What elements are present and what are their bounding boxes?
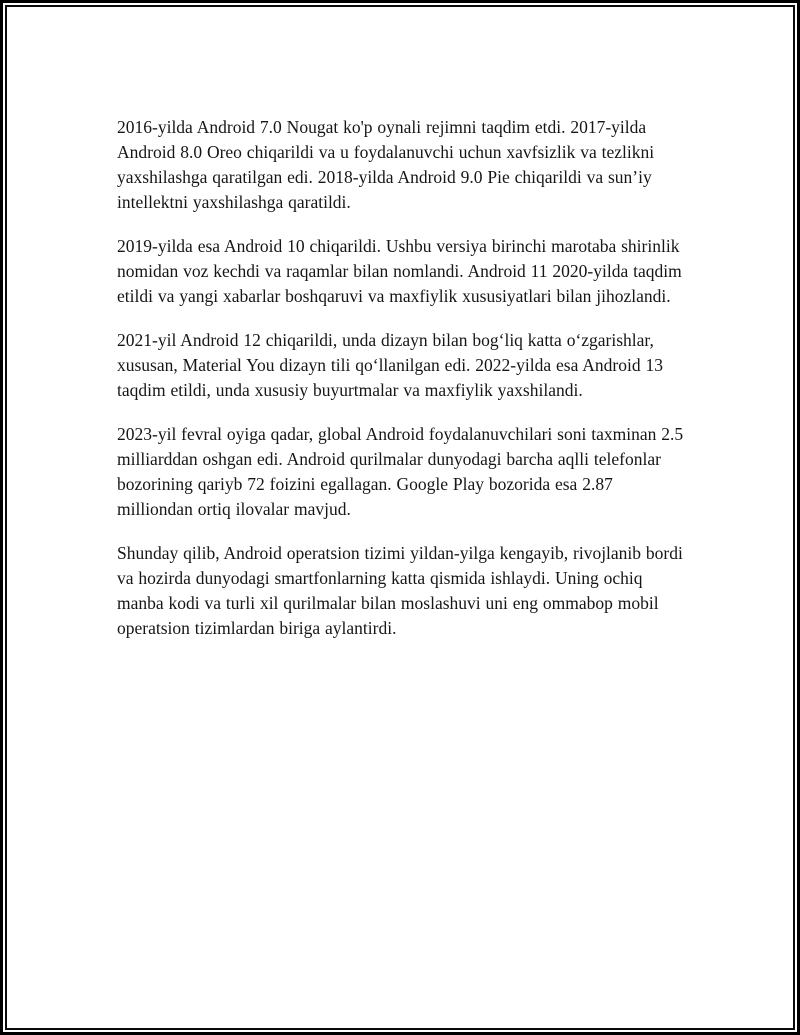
paragraph-android-2016-2018: 2016-yilda Android 7.0 Nougat ko'p oynali rejimni taqdim etdi. 2017-yilda Android 8.0 Oreo chiqarildi va u foydalanuvchi uchun xavfsizlik va tezlikni yaxshilashga qaratilgan edi. 2018-yilda Android 9.0 Pie chiqarildi va sun’iy intellektni yaxshilashga qaratildi. — [117, 117, 655, 212]
text-block — [117, 115, 693, 641]
page-inner-border — [5, 5, 795, 1030]
paragraph-android-2021-2022: 2021-yil Android 12 chiqarildi, unda dizayn bilan bogʻliq katta oʻzgarishlar, xususan, Material You dizayn tili qoʻllanilgan edi. 2022-yilda esa Android 13 taqdim etildi, unda xususiy buyurtmalar va maxfiylik yaxshilandi. — [117, 330, 663, 400]
paragraph-android-2019-2020: 2019-yilda esa Android 10 chiqarildi. Ushbu versiya birinchi marotaba shirinlik nomidan voz kechdi va raqamlar bilan nomlandi. Android 11 2020-yilda taqdim etildi va yangi xabarlar boshqaruvi va maxfiylik xususiyatlari bilan jihozlandi. — [117, 236, 682, 306]
paragraph-android-summary: Shunday qilib, Android operatsion tizimi yildan-yilga kengayib, rivojlanib bordi va hozirda dunyodagi smartfonlarning katta qismida ishlaydi. Uning ochiq manba kodi va turli xil qurilmalar bilan moslashuvi uni eng ommabop mobil operatsion tizimlardan biriga aylantirdi. — [117, 543, 683, 638]
paragraph-android-2023-stats: 2023-yil fevral oyiga qadar, global Android foydalanuvchilari soni taxminan 2.5 milliarddan oshgan edi. Android qurilmalar dunyodagi barcha aqlli telefonlar bozorining qariyb 72 foizini egallagan. Google Play bozorida esa 2.87 milliondan ortiq ilovalar mavjud. — [117, 424, 684, 519]
